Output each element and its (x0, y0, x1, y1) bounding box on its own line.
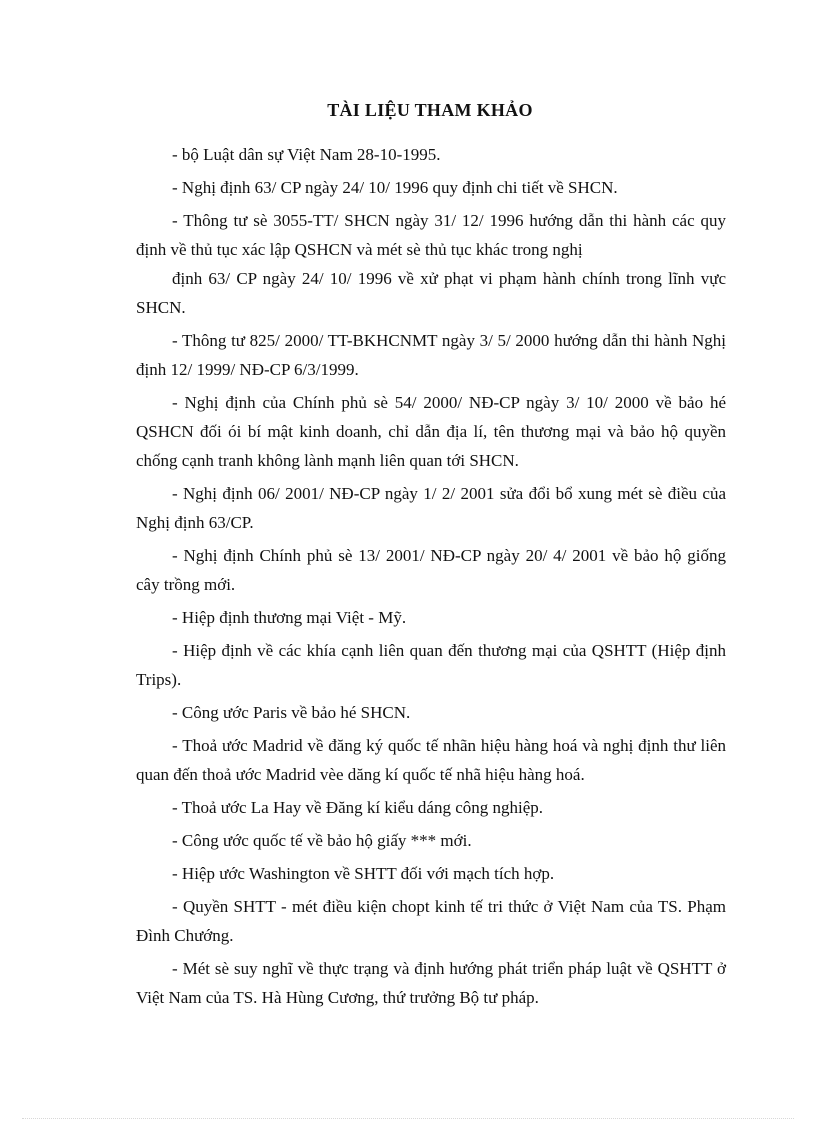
reference-list (136, 140, 726, 1016)
reference-item: - Hiệp định thương mại Việt - Mỹ. (172, 608, 407, 627)
reference-item-continuation: định 63/ CP ngày 24/ 10/ 1996 về xử phạt vi phạm hành chính trong lĩnh vực SHCN. (136, 269, 726, 317)
reference-item: - Mét sè suy nghĩ về thực trạng và định hướng phát triển pháp luật về QSHTT ở Việt Nam của TS. Hà Hùng Cương, thứ trưởng Bộ tư pháp. (136, 959, 726, 1007)
reference-item: - Thông tư sè 3055-TT/ SHCN ngày 31/ 12/ 1996 hướng dẫn thi hành các quy định về thủ tục xác lập QSHCN và mét sè thủ tục khác trong nghị (136, 211, 726, 259)
reference-item: - Hiệp ước Washington về SHTT đối với mạch tích hợp. (172, 864, 555, 883)
reference-item: - Nghị định Chính phủ sè 13/ 2001/ NĐ-CP ngày 20/ 4/ 2001 về bảo hộ giống cây trồng mới. (136, 546, 726, 594)
reference-item: - Hiệp định về các khía cạnh liên quan đến thương mại của QSHTT (Hiệp định Trips). (136, 641, 726, 689)
reference-item: - Quyền SHTT - mét điều kiện chopt kinh tế tri thức ở Việt Nam của TS. Phạm Đình Chướng. (136, 897, 726, 945)
reference-item: - bộ Luật dân sự Việt Nam 28-10-1995. (172, 145, 441, 164)
reference-item: - Thông tư 825/ 2000/ TT-BKHCNMT ngày 3/ 5/ 2000 hướng dẫn thi hành Nghị định 12/ 1999/ NĐ-CP 6/3/1999. (136, 331, 726, 379)
reference-item: - Nghị định 63/ CP ngày 24/ 10/ 1996 quy định chi tiết về SHCN. (172, 178, 618, 197)
reference-item: - Công ước quốc tế về bảo hộ giấy *** mới. (172, 831, 472, 850)
reference-item: - Thoả ước La Hay về Đăng kí kiểu dáng công nghiệp. (172, 798, 544, 817)
reference-item: - Công ước Paris về bảo hé SHCN. (172, 703, 411, 722)
reference-item: - Nghị định 06/ 2001/ NĐ-CP ngày 1/ 2/ 2001 sửa đổi bổ xung mét sè điều của Nghị định 63/CP. (136, 484, 726, 532)
page-bottom-rule (22, 1118, 794, 1119)
document-title: TÀI LIỆU THAM KHẢO (327, 100, 533, 120)
reference-item: - Nghị định của Chính phủ sè 54/ 2000/ NĐ-CP ngày 3/ 10/ 2000 về bảo hé QSHCN đối ói bí mật kinh doanh, chỉ dẫn địa lí, tên thương mại và bảo hộ quyền chống cạnh tranh không lành mạnh liên quan tới SHCN. (136, 393, 726, 470)
reference-item: - Thoả ước Madrid về đăng ký quốc tế nhãn hiệu hàng hoá và nghị định thư liên quan đến thoả ước Madrid vèe dăng kí quốc tế nhã hiệu hàng hoá. (136, 736, 726, 784)
